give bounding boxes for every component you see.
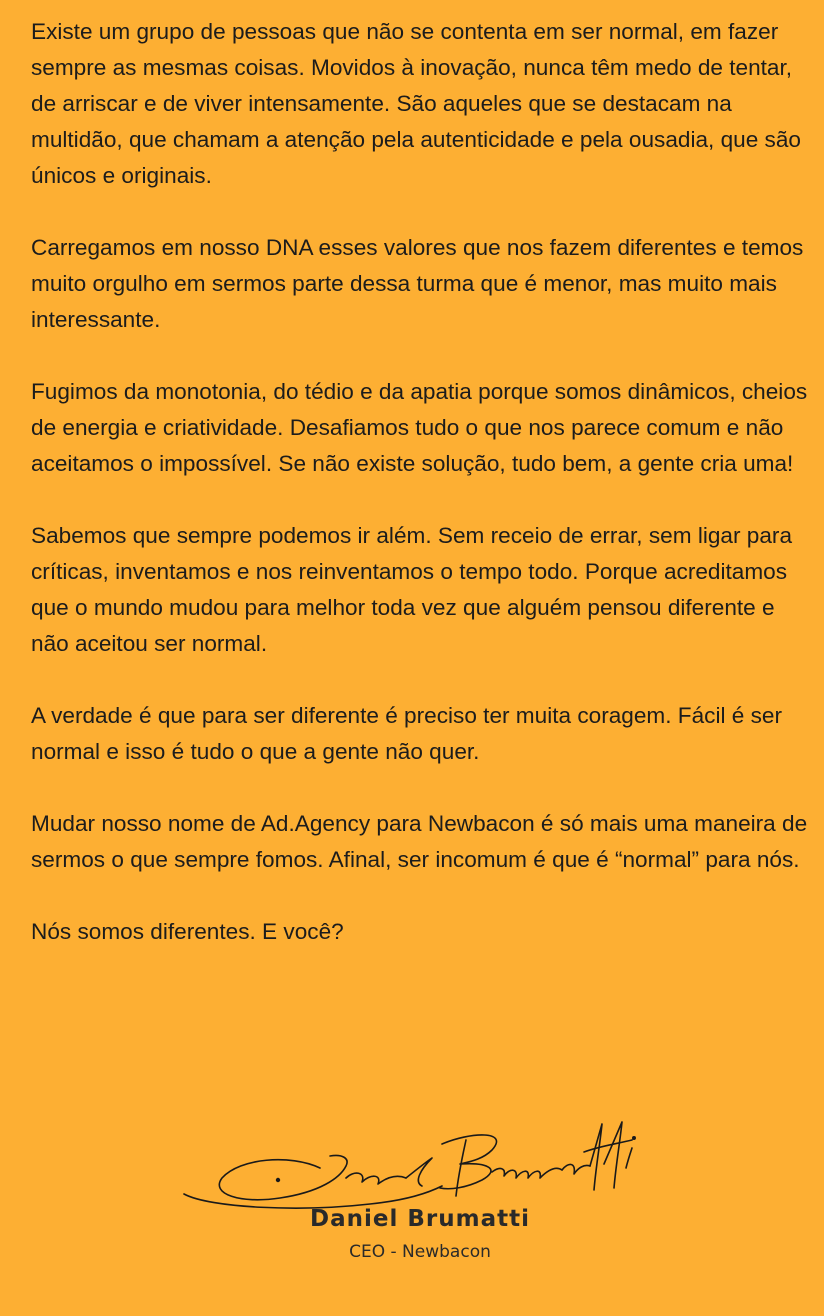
paragraph-3: Fugimos da monotonia, do tédio e da apatia porque somos dinâmicos, cheios de energia e criatividade. Desafiamos tudo o que nos parece comum e não aceitamos o impossível. Se não existe solução, tudo bem, a gente cria uma! [31,379,808,476]
paragraph-1: Existe um grupo de pessoas que não se contenta em ser normal, em fazer sempre as mesmas coisas. Movidos à inovação, nunca têm medo de tentar, de arriscar e de viver intensamente. São aqueles que se destacam na multidão, que chamam a atenção pela autenticidade e pela ousadia, que são únicos e originais. [31,19,801,188]
letter-body [31,14,811,986]
paragraph-4: Sabemos que sempre podemos ir além. Sem receio de errar, sem ligar para críticas, inventamos e nos reinventamos o tempo todo. Porque acreditamos que o mundo mudou para melhor toda vez que alguém pensou diferente e não aceitou ser normal. [31,523,793,656]
signer-name: Daniel Brumatti [310,1206,530,1232]
paragraph-6: Mudar nosso nome de Ad.Agency para Newbacon é só mais uma maneira de sermos o que sempre fomos. Afinal, ser incomum é que é “normal” para nós. [31,811,808,872]
signature-block [170,1108,670,1268]
paragraph-2: Carregamos em nosso DNA esses valores que nos fazem diferentes e temos muito orgulho em sermos parte dessa turma que é menor, mas muito mais interessante. [31,235,804,332]
signer-title: CEO - Newbacon [349,1242,491,1262]
paragraph-5: A verdade é que para ser diferente é preciso ter muita coragem. Fácil é ser normal e isso é tudo o que a gente não quer. [31,703,782,764]
handwritten-signature [170,1108,670,1218]
paragraph-7: Nós somos diferentes. E você? [31,919,344,944]
